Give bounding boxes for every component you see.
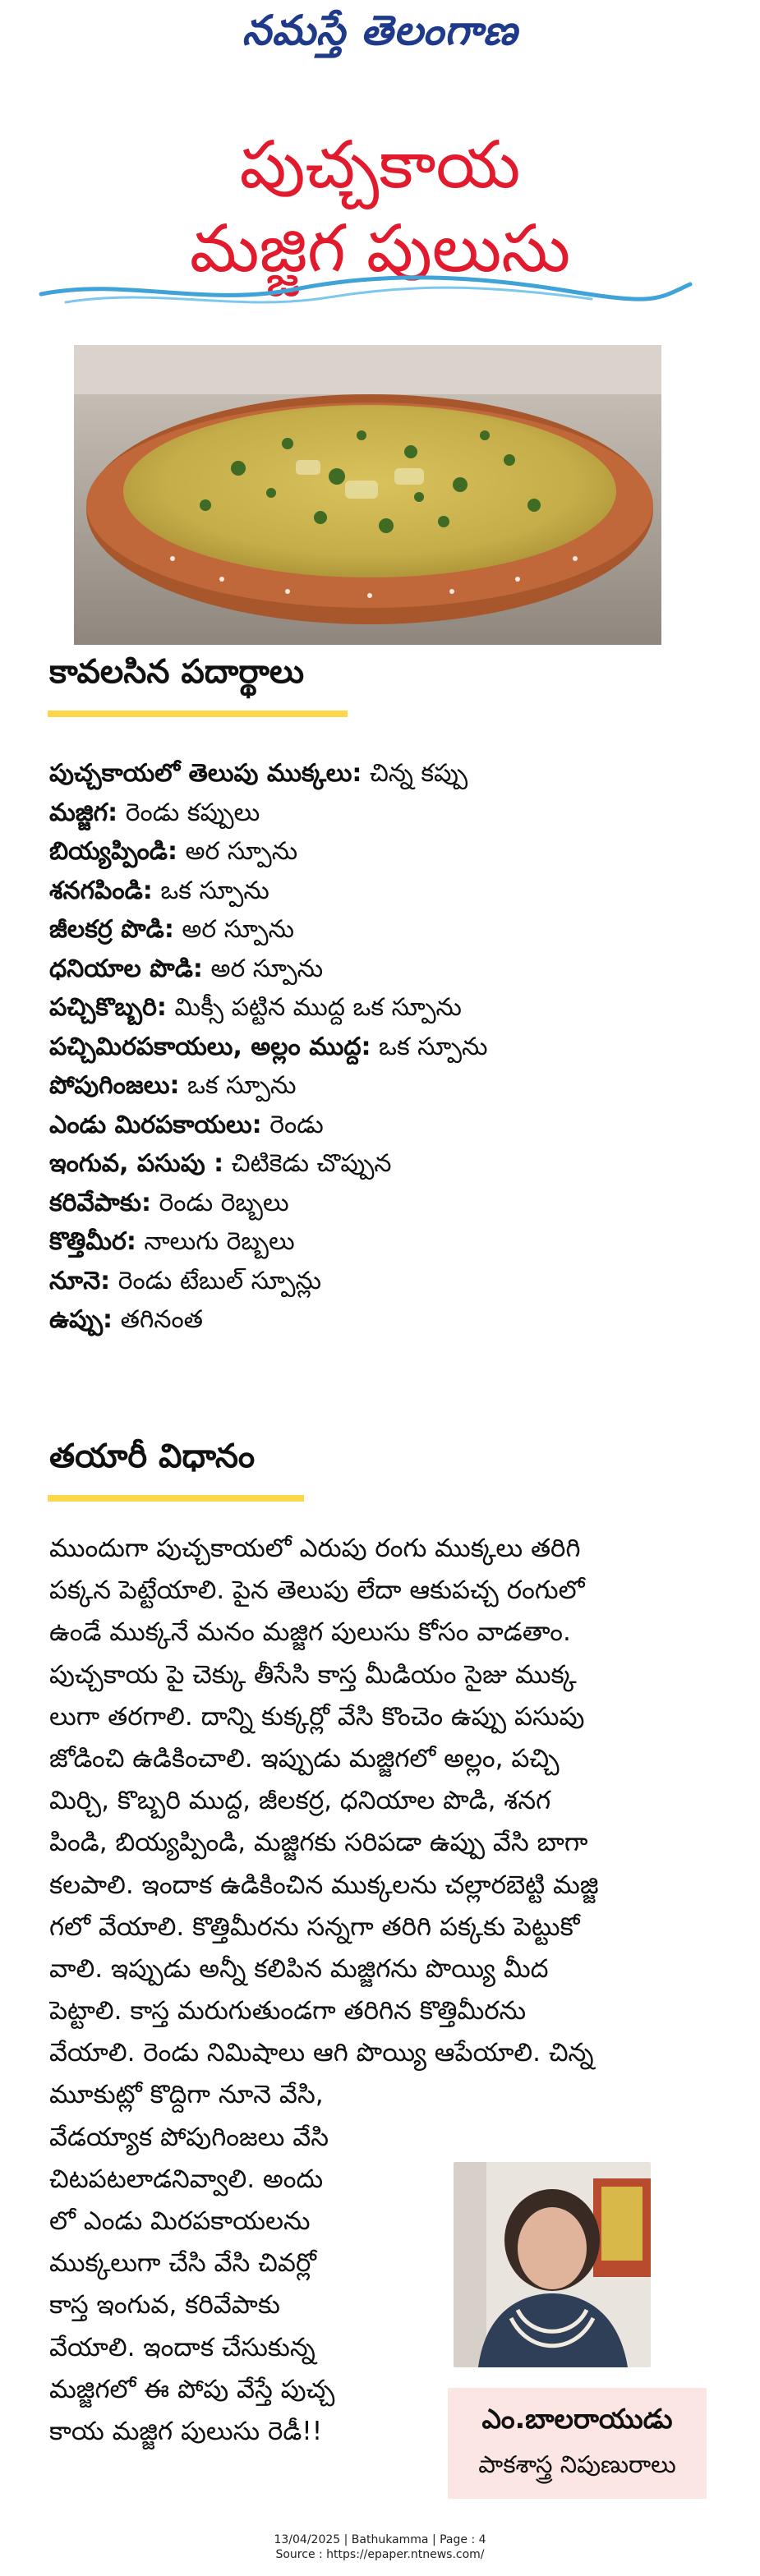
ingredient-quantity: అర స్పూను xyxy=(173,915,295,944)
ingredient-item xyxy=(49,1222,723,1262)
ingredient-quantity: నాలుగు రెబ్బలు xyxy=(136,1227,295,1256)
method-heading-underline xyxy=(48,1495,304,1502)
ingredient-item xyxy=(49,1066,723,1106)
ingredient-quantity: తగినంత xyxy=(113,1305,204,1334)
ingredient-item xyxy=(49,950,723,989)
method-line: ముక్కలుగా చేసి వేసి చివర్లో xyxy=(49,2248,316,2279)
ingredient-name: బియ్యప్పిండి: xyxy=(49,837,177,866)
method-line: పిండి, బియ్యప్పిండి, మజ్జిగకు సరిపడా ఉప్పు వేసి బాగా xyxy=(49,1828,588,1858)
ingredient-name: నూనె: xyxy=(49,1266,111,1295)
ingredient-item xyxy=(49,794,723,833)
ingredient-quantity: చిన్న కప్పు xyxy=(362,759,468,788)
decorative-wave xyxy=(33,271,698,312)
ingredient-item xyxy=(49,1262,723,1301)
ingredient-name: శనగపిండి: xyxy=(49,876,153,905)
ingredient-name: ఉప్పు: xyxy=(49,1305,113,1334)
footer-source-line: Source : https://epaper.ntnews.com/ xyxy=(275,2548,485,2561)
method-line: మిర్చి, కొబ్బరి ముద్ద, జీలకర్ర, ధనియాల పొడి, శనగ xyxy=(49,1786,551,1816)
method-line: మజ్జిగలో ఈ పోపు వేస్తే పుచ్చ xyxy=(49,2374,335,2404)
ingredient-quantity: ఒక స్పూను xyxy=(179,1071,297,1100)
ingredient-name: ఎండు మిరపకాయలు: xyxy=(49,1110,262,1139)
ingredient-quantity: ఒక స్పూను xyxy=(371,1032,488,1061)
ingredient-quantity: చిటికెడు చొప్పున xyxy=(223,1149,392,1178)
method-line: ముందుగా పుచ్చకాయలో ఎరుపు రంగు ముక్కలు తరిగి xyxy=(49,1534,581,1563)
method-line: వేయాలి. ఇందాక చేసుకున్న xyxy=(49,2332,316,2362)
ingredient-name: ఇంగువ, పసుపు : xyxy=(49,1149,224,1178)
author-card xyxy=(448,2388,707,2499)
method-line: కలపాలి. ఇందాక ఉడికించిన ముక్కలను చల్లారబెట్టి మజ్జి xyxy=(49,1870,599,1900)
ingredient-name: పచ్చికొబ్బరి: xyxy=(49,993,167,1022)
method-line: ఉండే ముక్కనే మనం మజ్జిగ పులుసు కోసం వాడతాం. xyxy=(49,1617,571,1648)
method-line: జోడించి ఉడికించాలి. ఇప్పుడు మజ్జిగలో అల్లం, పచ్చి xyxy=(49,1743,560,1773)
method-line: చిటపటలాడనివ్వాలి. అందు xyxy=(49,2164,324,2194)
masthead xyxy=(0,7,760,65)
ingredient-quantity: రెండు రెబ్బలు xyxy=(150,1188,289,1217)
ingredient-quantity: రెండు xyxy=(261,1110,324,1139)
method-line: పుచ్చకాయ పై చెక్కు తీసేసి కాస్త మీడియం సైజు ముక్క xyxy=(49,1659,577,1690)
ingredient-name: పోపుగింజలు: xyxy=(49,1071,180,1100)
method-line: లుగా తరగాలి. దాన్ని కుక్కర్లో వేసి కొంచెం ఉప్పు పసుపు xyxy=(49,1701,585,1732)
method-line: కాయ మజ్జిగ పులుసు రెడీ!! xyxy=(49,2416,323,2446)
method-line: లో ఎండు మిరపకాయలను xyxy=(49,2206,311,2236)
ingredient-item xyxy=(49,1184,723,1223)
author-role: పాకశాస్త్ర నిపుణురాలు xyxy=(478,2450,676,2478)
ingredient-name: జీలకర్ర పొడి: xyxy=(49,915,174,944)
ingredient-item xyxy=(49,1144,723,1184)
ingredient-name: మజ్జిగ: xyxy=(49,798,118,827)
ingredient-item xyxy=(49,832,723,872)
ingredients-heading-underline xyxy=(48,711,348,717)
method-line: గలో వేయాలి. కొత్తిమీరను సన్నగా తరిగి పక్కకు పెట్టుకో xyxy=(49,1911,580,1942)
method-line: మూకుట్లో కొద్దిగా నూనె వేసి, xyxy=(49,2080,324,2110)
author-photo xyxy=(454,2162,651,2367)
title-line-2: మజ్జిగ పులుసు xyxy=(189,210,571,287)
method-line: కాస్త ఇంగువ, కరివేపాకు xyxy=(49,2290,280,2321)
ingredient-quantity: ఒక స్పూను xyxy=(152,876,269,905)
ingredient-quantity: రెండు కప్పులు xyxy=(117,798,260,827)
ingredient-item xyxy=(49,1300,723,1340)
author-name: ఎం.బాలరాయుడు xyxy=(481,2403,673,2435)
method-line: పెట్టాలి. కాస్త మరుగుతుండగా తరిగిన కొత్తిమీరను xyxy=(49,1996,527,2026)
dish-photo xyxy=(74,345,661,645)
title-line-1: పుచ్చకాయ xyxy=(239,126,521,203)
newspaper-logo-text: నమస్తే తెలంగాణ xyxy=(242,7,518,54)
ingredient-quantity: మిక్సీ పట్టిన ముద్ద ఒక స్పూను xyxy=(166,993,462,1022)
ingredients-list xyxy=(49,754,723,1340)
ingredients-heading: కావలసిన పదార్థాలు xyxy=(49,653,305,691)
method-line: పక్కన పెట్టేయాలి. పైన తెలుపు లేదా ఆకుపచ్చ రంగులో xyxy=(49,1576,585,1606)
recipe-title xyxy=(0,123,760,291)
ingredient-item xyxy=(49,1106,723,1145)
method-line: వాలి. ఇప్పుడు అన్నీ కలిపిన మజ్జిగను పొయ్యి మీద xyxy=(49,1953,549,1984)
ingredient-quantity: రెండు టేబుల్ స్పూన్లు xyxy=(110,1266,321,1295)
ingredient-name: కరివేపాకు: xyxy=(49,1188,151,1217)
ingredient-name: పుచ్చకాయలో తెలుపు ముక్కలు: xyxy=(49,759,362,788)
method-line: వేడయ్యాక పోపుగింజలు వేసి xyxy=(49,2122,329,2152)
page-footer xyxy=(0,2532,760,2562)
ingredient-name: కొత్తిమీర: xyxy=(49,1227,136,1256)
ingredient-quantity: అర స్పూను xyxy=(202,954,324,983)
footer-date-line: 13/04/2025 | Bathukamma | Page : 4 xyxy=(274,2533,486,2546)
method-heading: తయారీ విధానం xyxy=(49,1438,256,1475)
method-line: వేయాలి. రెండు నిమిషాలు ఆగి పొయ్యి ఆపేయాలి. చిన్న xyxy=(49,2038,594,2068)
ingredient-item xyxy=(49,988,723,1028)
ingredient-name: పచ్చిమిరపకాయలు, అల్లం ముద్ద: xyxy=(49,1032,371,1061)
ingredient-item xyxy=(49,1028,723,1067)
ingredient-item xyxy=(49,872,723,911)
ingredient-quantity: అర స్పూను xyxy=(177,837,298,866)
ingredient-item xyxy=(49,754,723,794)
ingredient-item xyxy=(49,910,723,950)
ingredient-name: ధనియాల పొడి: xyxy=(49,954,203,983)
